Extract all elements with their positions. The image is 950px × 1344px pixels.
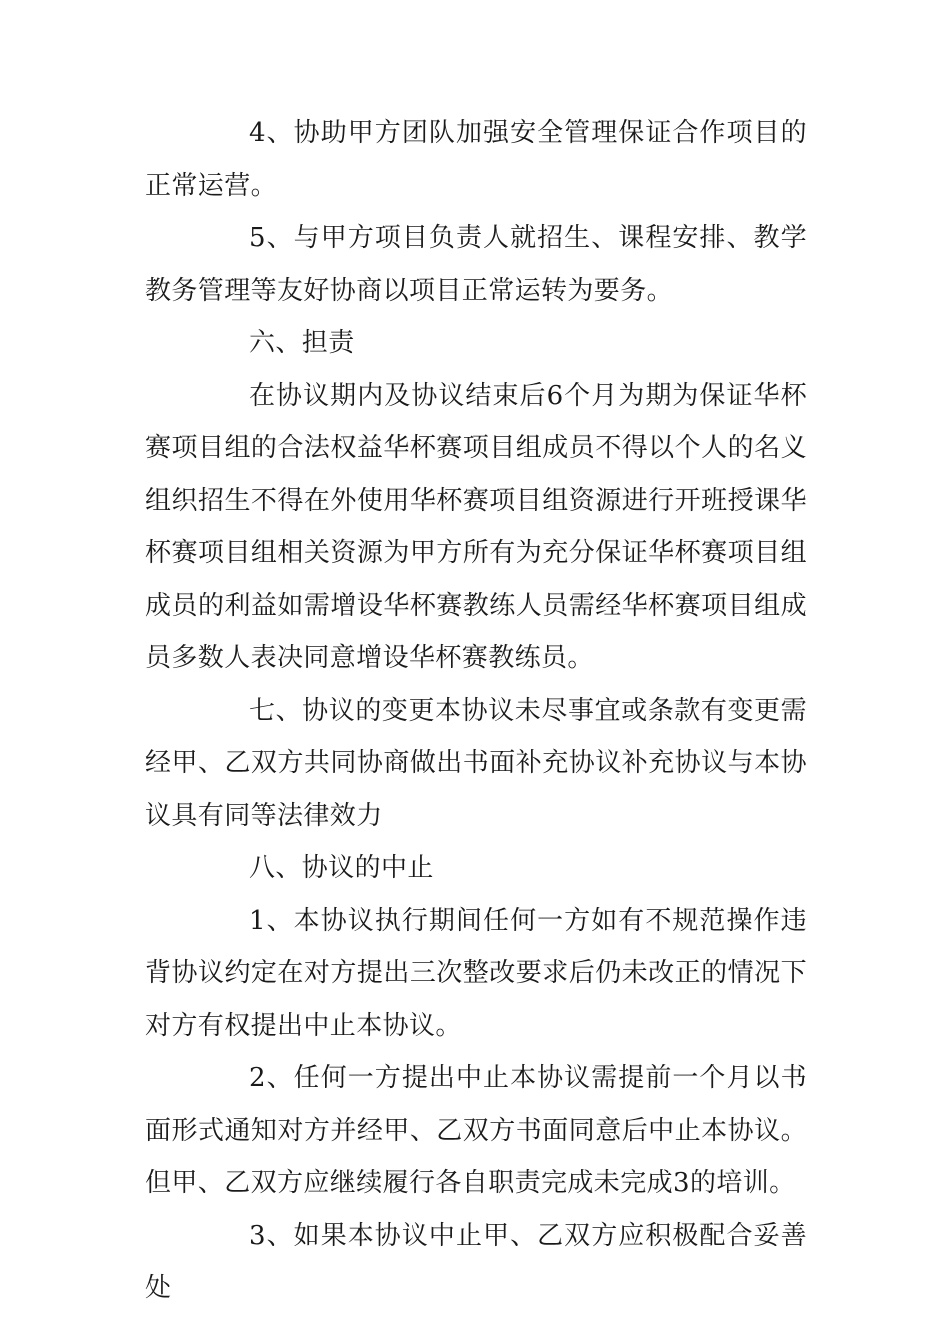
section-heading-liability: 六、担责: [249, 328, 355, 358]
paragraph-liability-terms: 在协议期内及协议结束后6个月为期为保证华杯赛项目组的合法权益华杯赛项目组成员不得以个人的名义组织招生不得在外使用华杯赛项目组资源进行开班授课华杯赛项目组相关资源为甲方所有为充分保证华杯赛项目组成员的利益如需增设华杯赛教练人员需经华杯赛项目组成员多数人表决同意增设华杯赛教练员。: [145, 380, 807, 673]
paragraph-assist-safety: 4、协助甲方团队加强安全管理保证合作项目的正常运营。: [145, 118, 807, 201]
paragraph-suspension-3: 3、如果本协议中止甲、乙双方应积极配合妥善处: [145, 1220, 807, 1303]
section-heading-suspension: 八、协议的中止: [249, 853, 434, 883]
paragraph-suspension-1: 1、本协议执行期间任何一方如有不规范操作违背协议约定在对方提出三次整改要求后仍未改正的情况下对方有权提出中止本协议。: [145, 905, 807, 1041]
paragraph-suspension-2: 2、任何一方提出中止本协议需提前一个月以书面形式通知对方并经甲、乙双方书面同意后中止本协议。但甲、乙双方应继续履行各自职责完成未完成3的培训。: [145, 1063, 807, 1198]
paragraph-agreement-changes: 七、协议的变更本协议未尽事宜或条款有变更需经甲、乙双方共同协商做出书面补充协议补充协议与本协议具有同等法律效力: [145, 695, 807, 831]
paragraph-negotiate-enrollment: 5、与甲方项目负责人就招生、课程安排、教学教务管理等友好协商以项目正常运转为要务。: [145, 223, 807, 306]
document-page: [145, 107, 807, 1315]
